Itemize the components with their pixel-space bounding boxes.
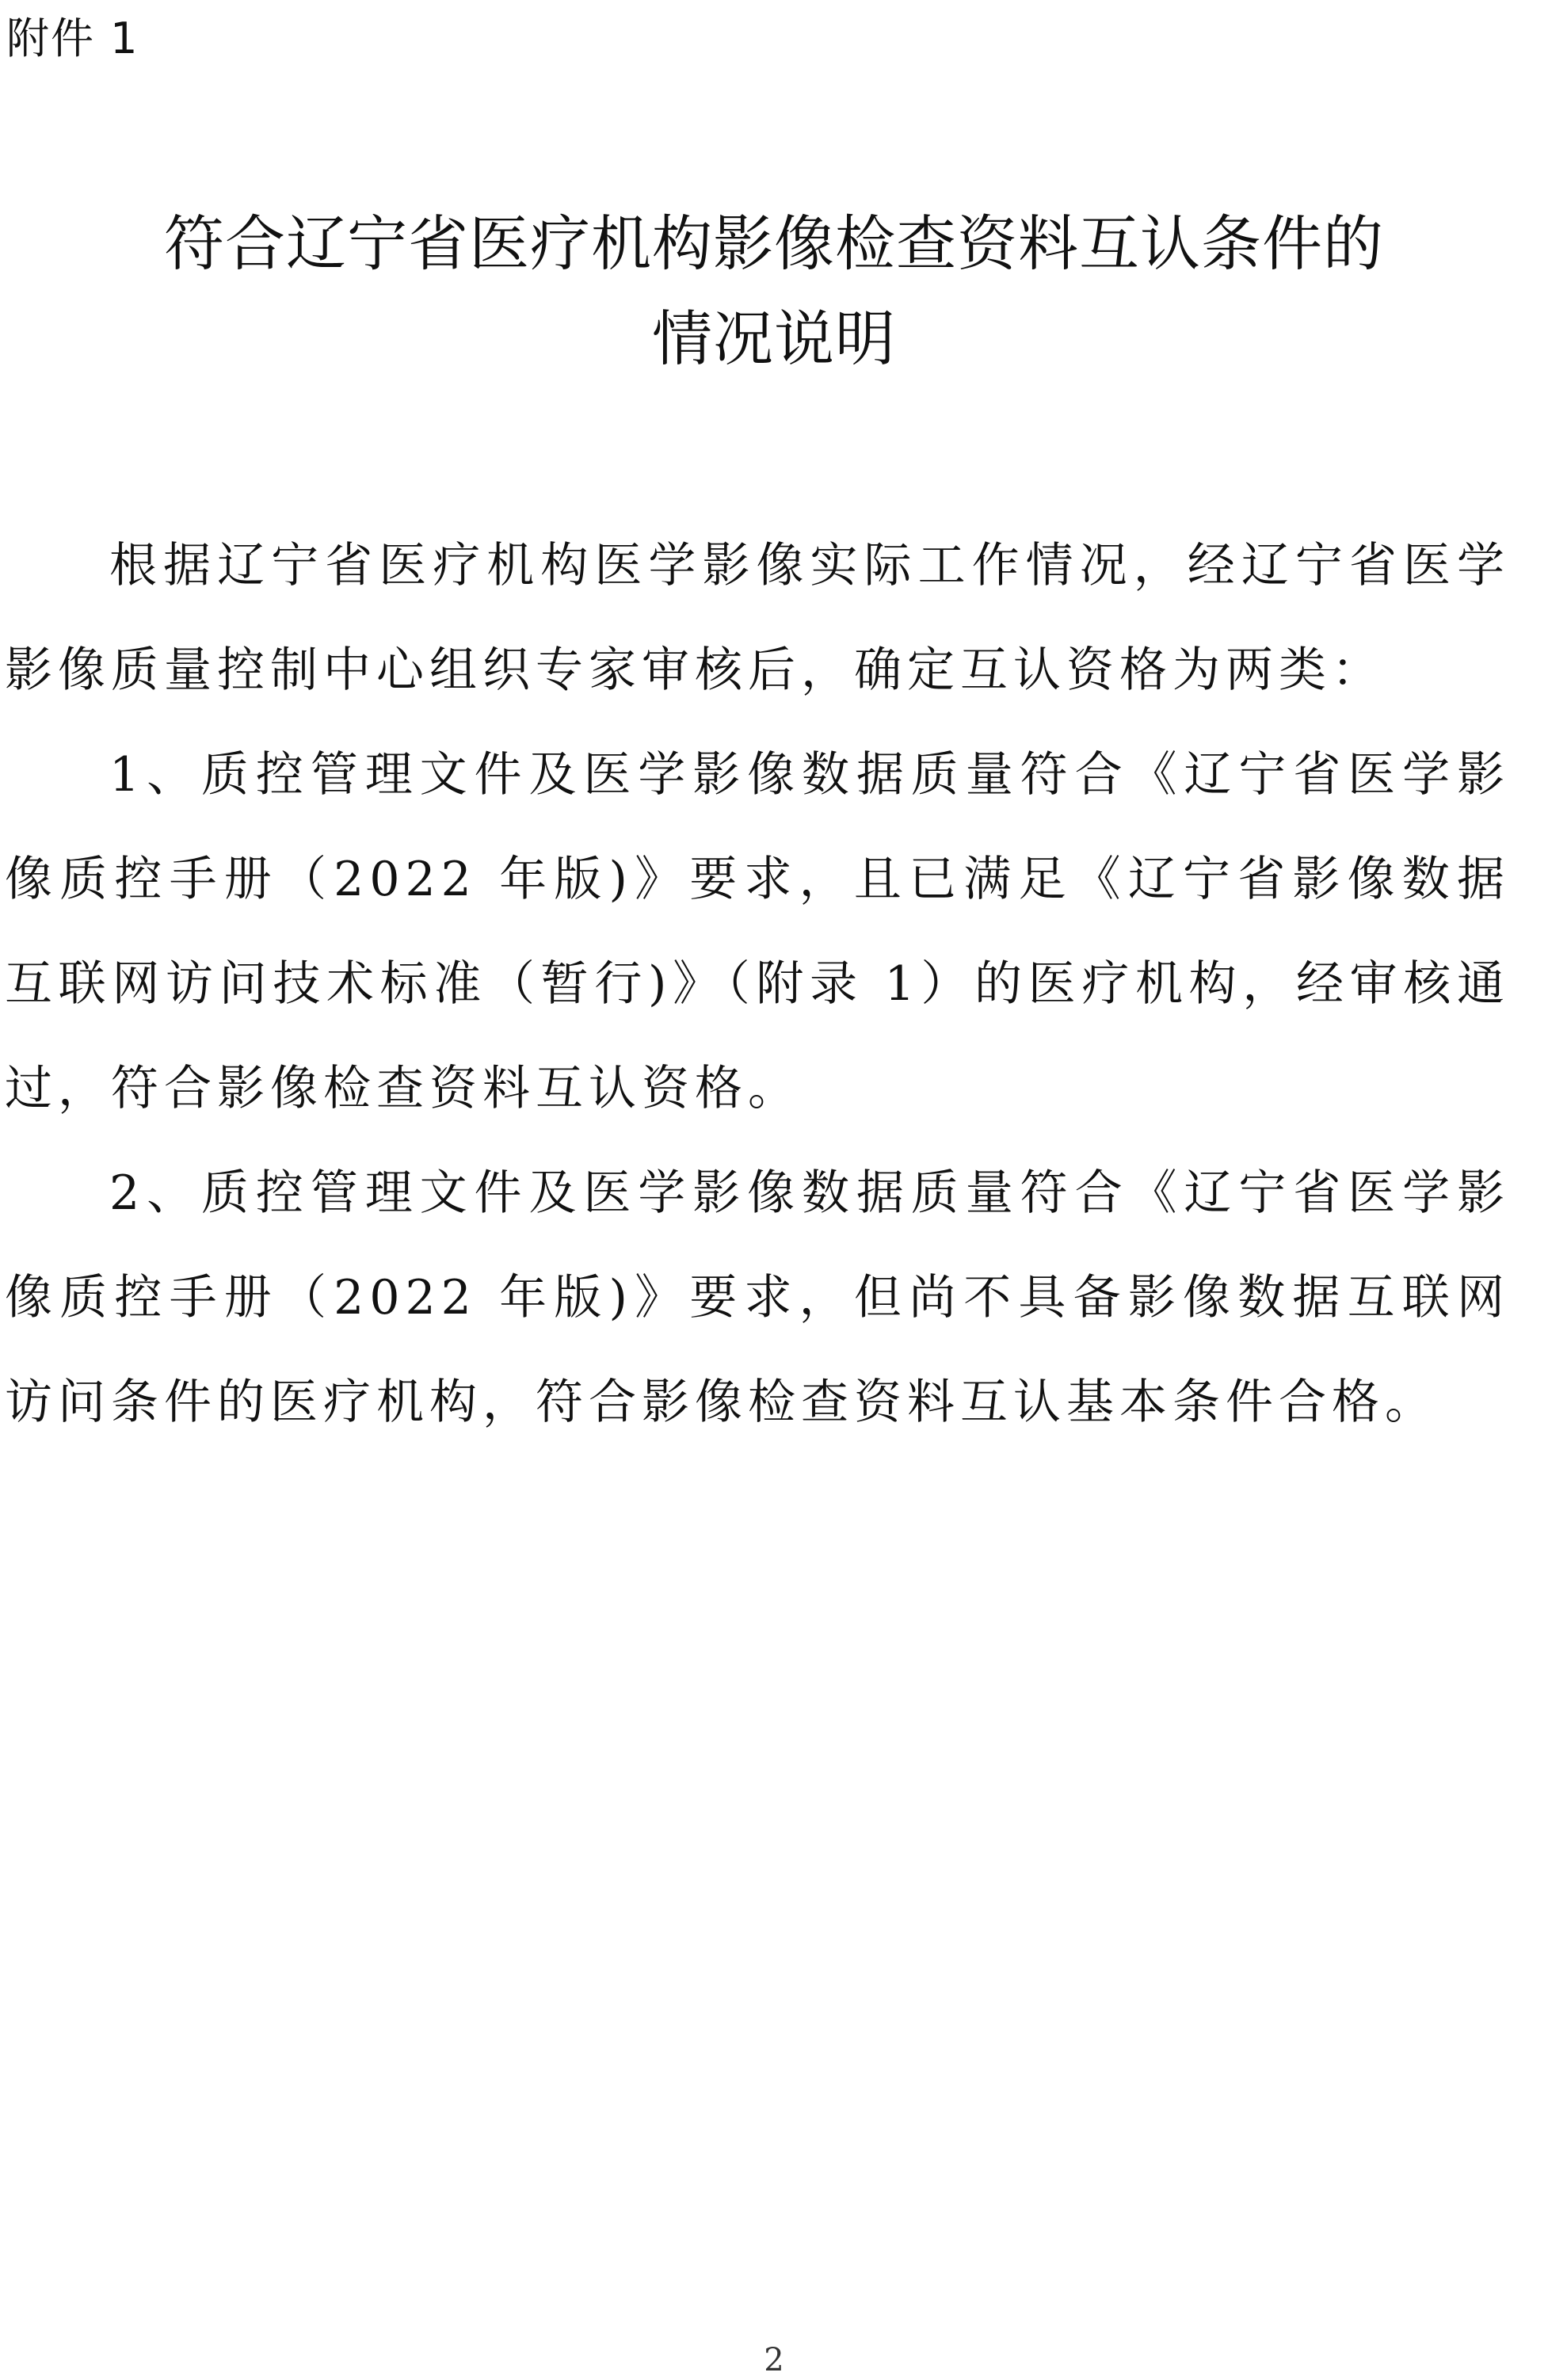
title-line-2: 情况说明 xyxy=(652,303,896,374)
paragraph-intro: 根据辽宁省医疗机构医学影像实际工作情况，经辽宁省医学影像质量控制中心组织专家审核后，确定互认资格为两类： xyxy=(5,538,1510,698)
title-line-1: 符合辽宁省医疗机构影像检查资料互认条件的 xyxy=(164,208,1384,279)
page-number: 2 xyxy=(764,2342,784,2378)
paragraph-item-2: 2、质控管理文件及医学影像数据质量符合《辽宁省医学影像质控手册（2022 年版)》要求，但尚不具备影像数据互联网访问条件的医疗机构，符合影像检查资料互认基本条件合格。 xyxy=(5,1165,1510,1430)
paragraph-item-1: 1、质控管理文件及医学影像数据质量符合《辽宁省医学影像质控手册（2022 年版)》要求，且已满足《辽宁省影像数据互联网访问技术标准（暂行)》（附录 1）的医疗机构，经审核通过，符合影像检查资料互认资格。 xyxy=(5,747,1510,1116)
document-body xyxy=(5,513,1510,1455)
document-title xyxy=(0,196,1548,387)
attachment-label: 附件 1 xyxy=(6,13,139,63)
